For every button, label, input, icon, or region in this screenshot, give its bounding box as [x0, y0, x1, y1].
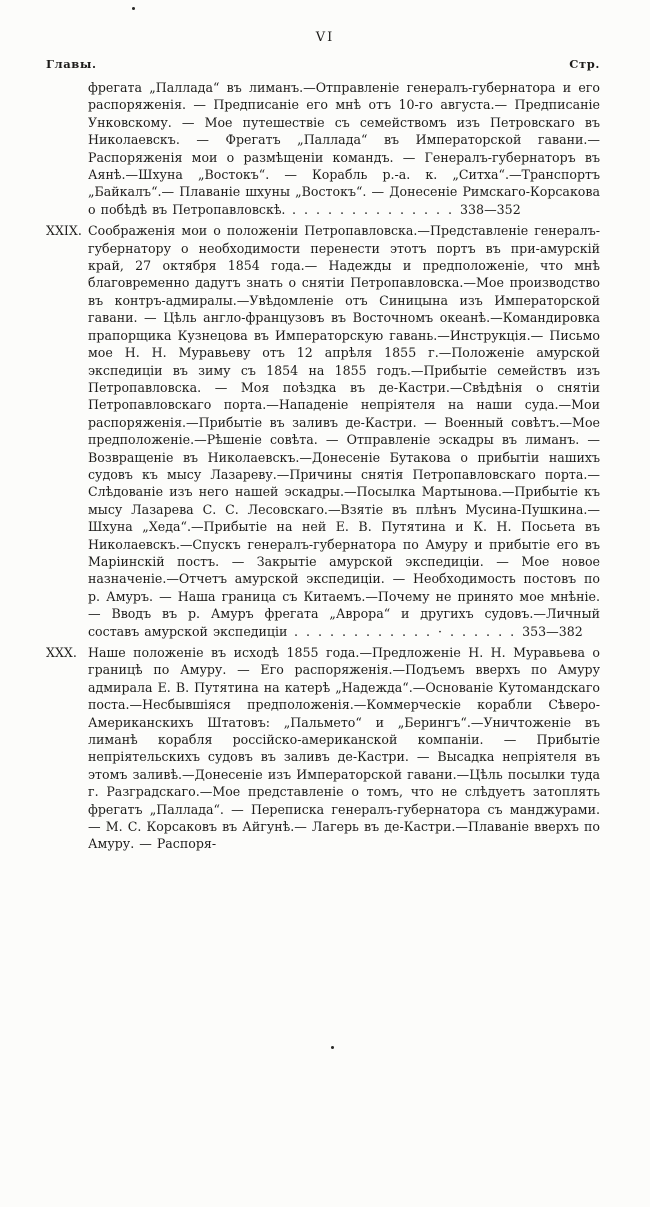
toc-entry-text: Соображенія мои о положеніи Петропавловска.—Представленіе генералъ-губернатору о необходимости перенести этотъ портъ въ при-амурскій край, 27 октября 1854 года.— Надежды и предположеніе, что мнѣ благовременно дадутъ знать о снятіи Петропавловска.—Мое производство въ контръ-адмиралы.—Увѣдомленіе отъ Синицына изъ Императорской гавани. — Цѣль англо-французовъ въ Восточномъ океанѣ.—Командировка прапорщика Кузнецова въ Императорскую гавань.—Инструкція.— Письмо мое Н. Н. Муравьеву отъ 12 апрѣля 1855 г.—Положеніе амурской экспедиціи въ зиму съ 1854 на 1855 годъ.—Прибытіе семействъ изъ Петропавловска. — Моя поѣздка въ де-Кастри.—Свѣдѣнія о снятіи Петропавловскаго порта.—Нападеніе непріятеля на наши суда.—Мои распоряженія.—Прибытіе въ заливъ де-Кастри. — Военный совѣтъ.—Мое предположеніе.—Рѣшеніе совѣта. — Отправленіе эскадры въ лиманъ. — Возвращеніе въ Николаевскъ.—Донесеніе Бутакова о прибытіи нашихъ судовъ къ мысу Лазареву.—Причины снятія Петропавловскаго порта.—Слѣдованіе изъ него нашей эскадры.—Посылка Мартынова.—Прибытіе къ мысу Лазарева С. С. Лесовскаго.—Взятіе въ плѣнъ Мусина-Пушкина.—Шхуна „Хеда“.—Прибытіе на ней Е. В. Путятина и К. Н. Посьета въ Николаевскъ.—Спускъ генералъ-губернатора по Амуру и прибытіе его въ Маріинскій постъ. — Закрытіе амурской экспедиціи. — Мое новое назначеніе.—Отчетъ амурской экспедиціи. — Необходимость постовъ по р. Амуръ. — Наша граница съ Китаемъ.—Почему не принято мое мнѣніе. — Вводъ въ р. Амуръ фрегата „Аврора“ и другихъ судовъ.—Личный составъ амурской экспедиціи [88, 223, 600, 639]
column-headers [0, 45, 650, 71]
toc-entry-pages: 338—352 [460, 201, 521, 217]
column-header-pages: Стр. [569, 57, 600, 71]
dot-leader: . . . . . . . . . . . . . . [285, 201, 461, 217]
column-header-chapters: Главы. [46, 57, 97, 71]
table-of-contents [0, 71, 650, 853]
toc-entry-continuation [46, 79, 600, 218]
chapter-number: XXX. [46, 645, 77, 660]
dot-leader: . . . . . . . . . . . . · . . . . . . [287, 623, 523, 639]
scan-speck [132, 7, 135, 10]
toc-entry-text: фрегата „Паллада“ въ лиманъ.—Отправленіе генералъ-губернатора и его распоряженія. — Предписаніе его мнѣ отъ 10-го августа.— Предписаніе Унковскому. — Мое путешествіе съ семействомъ изъ Петровскаго въ Николаевскъ. — Фрегатъ „Паллада“ въ Императорской гавани.—Распоряженія мои о размѣщеніи командъ. — Генералъ-губернаторъ въ Аянѣ.—Шхуна „Востокъ“. — Корабль р.-а. к. „Ситха“.—Транспортъ „Байкалъ“.— Плаваніе шхуны „Востокъ“. — Донесеніе Римскаго-Корсакова о побѣдѣ въ Петропавловскѣ. [88, 80, 600, 217]
toc-entry-xxix [46, 222, 600, 640]
toc-entry-pages: 353—382 [522, 623, 583, 639]
chapter-number: XXIX. [46, 223, 82, 239]
scan-speck [331, 1046, 334, 1049]
toc-entry-xxx [46, 644, 600, 853]
toc-entry-text: Наше положеніе въ исходѣ 1855 года.—Предложеніе Н. Н. Муравьева о границѣ по Амуру. — Его распоряженія.—Подъемъ вверхъ по Амуру адмирала Е. В. Путятина на катерѣ „Надежда“.—Основаніе Кутомандскаго поста.—Несбывшіяся предположенія.—Коммерческіе корабли Сѣверо-Американскихъ Штатовъ: „Пальмето“ и „Берингъ“.—Уничтоженіе въ лиманѣ корабля россійско-американской компаніи. — Прибытіе непріятельскихъ судовъ въ заливъ де-Кастри. — Высадка непріятеля въ этомъ заливѣ.—Донесеніе изъ Императорской гавани.—Цѣль посылки туда г. Разградскаго.—Мое представленіе о томъ, что не слѣдуетъ затоплять фрегатъ „Паллада“. — Переписка генералъ-губернатора съ манджурами. — М. С. Корсаковъ въ Айгунѣ.— Лагерь въ де-Кастри.—Плаваніе вверхъ по Амуру. — Распоря- [88, 645, 600, 852]
page-number: VI [315, 30, 335, 45]
